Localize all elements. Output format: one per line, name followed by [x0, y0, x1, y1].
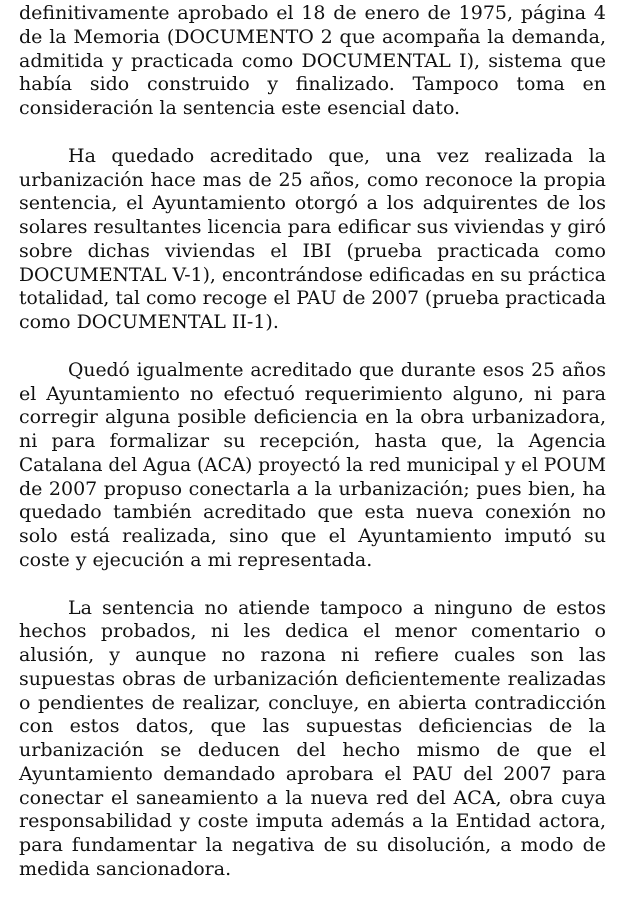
text-line: solo está realizada, sino que el Ayuntamiento imputó su	[19, 525, 606, 547]
text-line: urbanización se deducen del hecho mismo de que el	[19, 739, 606, 761]
document-page	[19, 2, 606, 882]
text-line: como DOCUMENTAL II-1).	[19, 311, 279, 333]
paragraph-4	[19, 597, 606, 882]
text-line: ni para formalizar su recepción, hasta que, la Agencia	[19, 430, 606, 452]
text-line: con estos datos, que las supuestas deficiencias de la	[19, 715, 606, 738]
text-line: urbanización hace mas de 25 años, como reconoce la propia	[19, 168, 606, 191]
text-line: Ha quedado acreditado que, una vez realizada la	[68, 144, 606, 167]
text-line: consideración la sentencia este esencial dato.	[19, 97, 461, 119]
text-line: alusión, y aunque no razona ni refiere cuales son las	[19, 644, 606, 666]
text-line: de la Memoria (DOCUMENTO 2 que acompaña la demanda,	[19, 25, 606, 48]
paragraph-gap	[19, 573, 606, 597]
text-line: sentencia, el Ayuntamiento otorgó a los adquirentes de los	[19, 192, 606, 215]
text-line: La sentencia no atiende tampoco a ninguno de estos	[68, 596, 606, 619]
text-line: supuestas obras de urbanización deficientemente realizadas	[19, 667, 606, 690]
text-line: había sido construido y finalizado. Tampoco toma en	[19, 73, 606, 96]
paragraph-2	[19, 145, 606, 335]
text-line: Quedó igualmente acreditado que durante esos 25 años	[68, 359, 606, 381]
paragraph-gap	[19, 335, 606, 359]
text-line: sobre dichas viviendas el IBI (prueba practicada como	[19, 239, 606, 262]
text-line: DOCUMENTAL V-1), encontrándose edificadas en su práctica	[19, 264, 606, 286]
paragraph-gap	[19, 121, 606, 145]
text-line: o pendientes de realizar, concluye, en abierta contradicción	[19, 691, 606, 714]
text-line: para fundamentar la negativa de su disolución, a modo de	[19, 834, 606, 856]
text-line: medida sancionadora.	[19, 857, 232, 880]
text-line: Ayuntamiento demandado aprobara el PAU del 2007 para	[19, 762, 606, 785]
text-line: Catalana del Agua (ACA) proyectó la red municipal y el POUM	[19, 454, 607, 476]
text-line: totalidad, tal como recoge el PAU de 2007 (prueba practicada	[19, 288, 606, 310]
text-line: corregir alguna posible deficiencia en la obra urbanizadora,	[19, 406, 606, 429]
text-line: coste y ejecución a mi representada.	[19, 548, 373, 571]
text-line: solares resultantes licencia para edificar sus viviendas y giró	[19, 216, 606, 238]
text-line: definitivamente aprobado el 18 de enero de 1975, página 4	[19, 2, 606, 24]
paragraph-3	[19, 359, 606, 573]
text-line: quedado también acreditado que esta nueva conexión no	[19, 501, 606, 524]
text-line: hechos probados, ni les dedica el menor comentario o	[19, 620, 606, 643]
text-line: de 2007 propuso conectarla a la urbanización; pues bien, ha	[19, 477, 606, 500]
text-line: responsabilidad y coste imputa además a la Entidad actora,	[19, 810, 606, 833]
paragraph-1	[19, 2, 606, 121]
text-line: conectar el saneamiento a la nueva red del ACA, obra cuya	[19, 786, 606, 809]
text-line: admitida y practicada como DOCUMENTAL I), sistema que	[19, 49, 606, 72]
text-line: el Ayuntamiento no efectuó requerimiento alguno, ni para	[19, 382, 606, 405]
